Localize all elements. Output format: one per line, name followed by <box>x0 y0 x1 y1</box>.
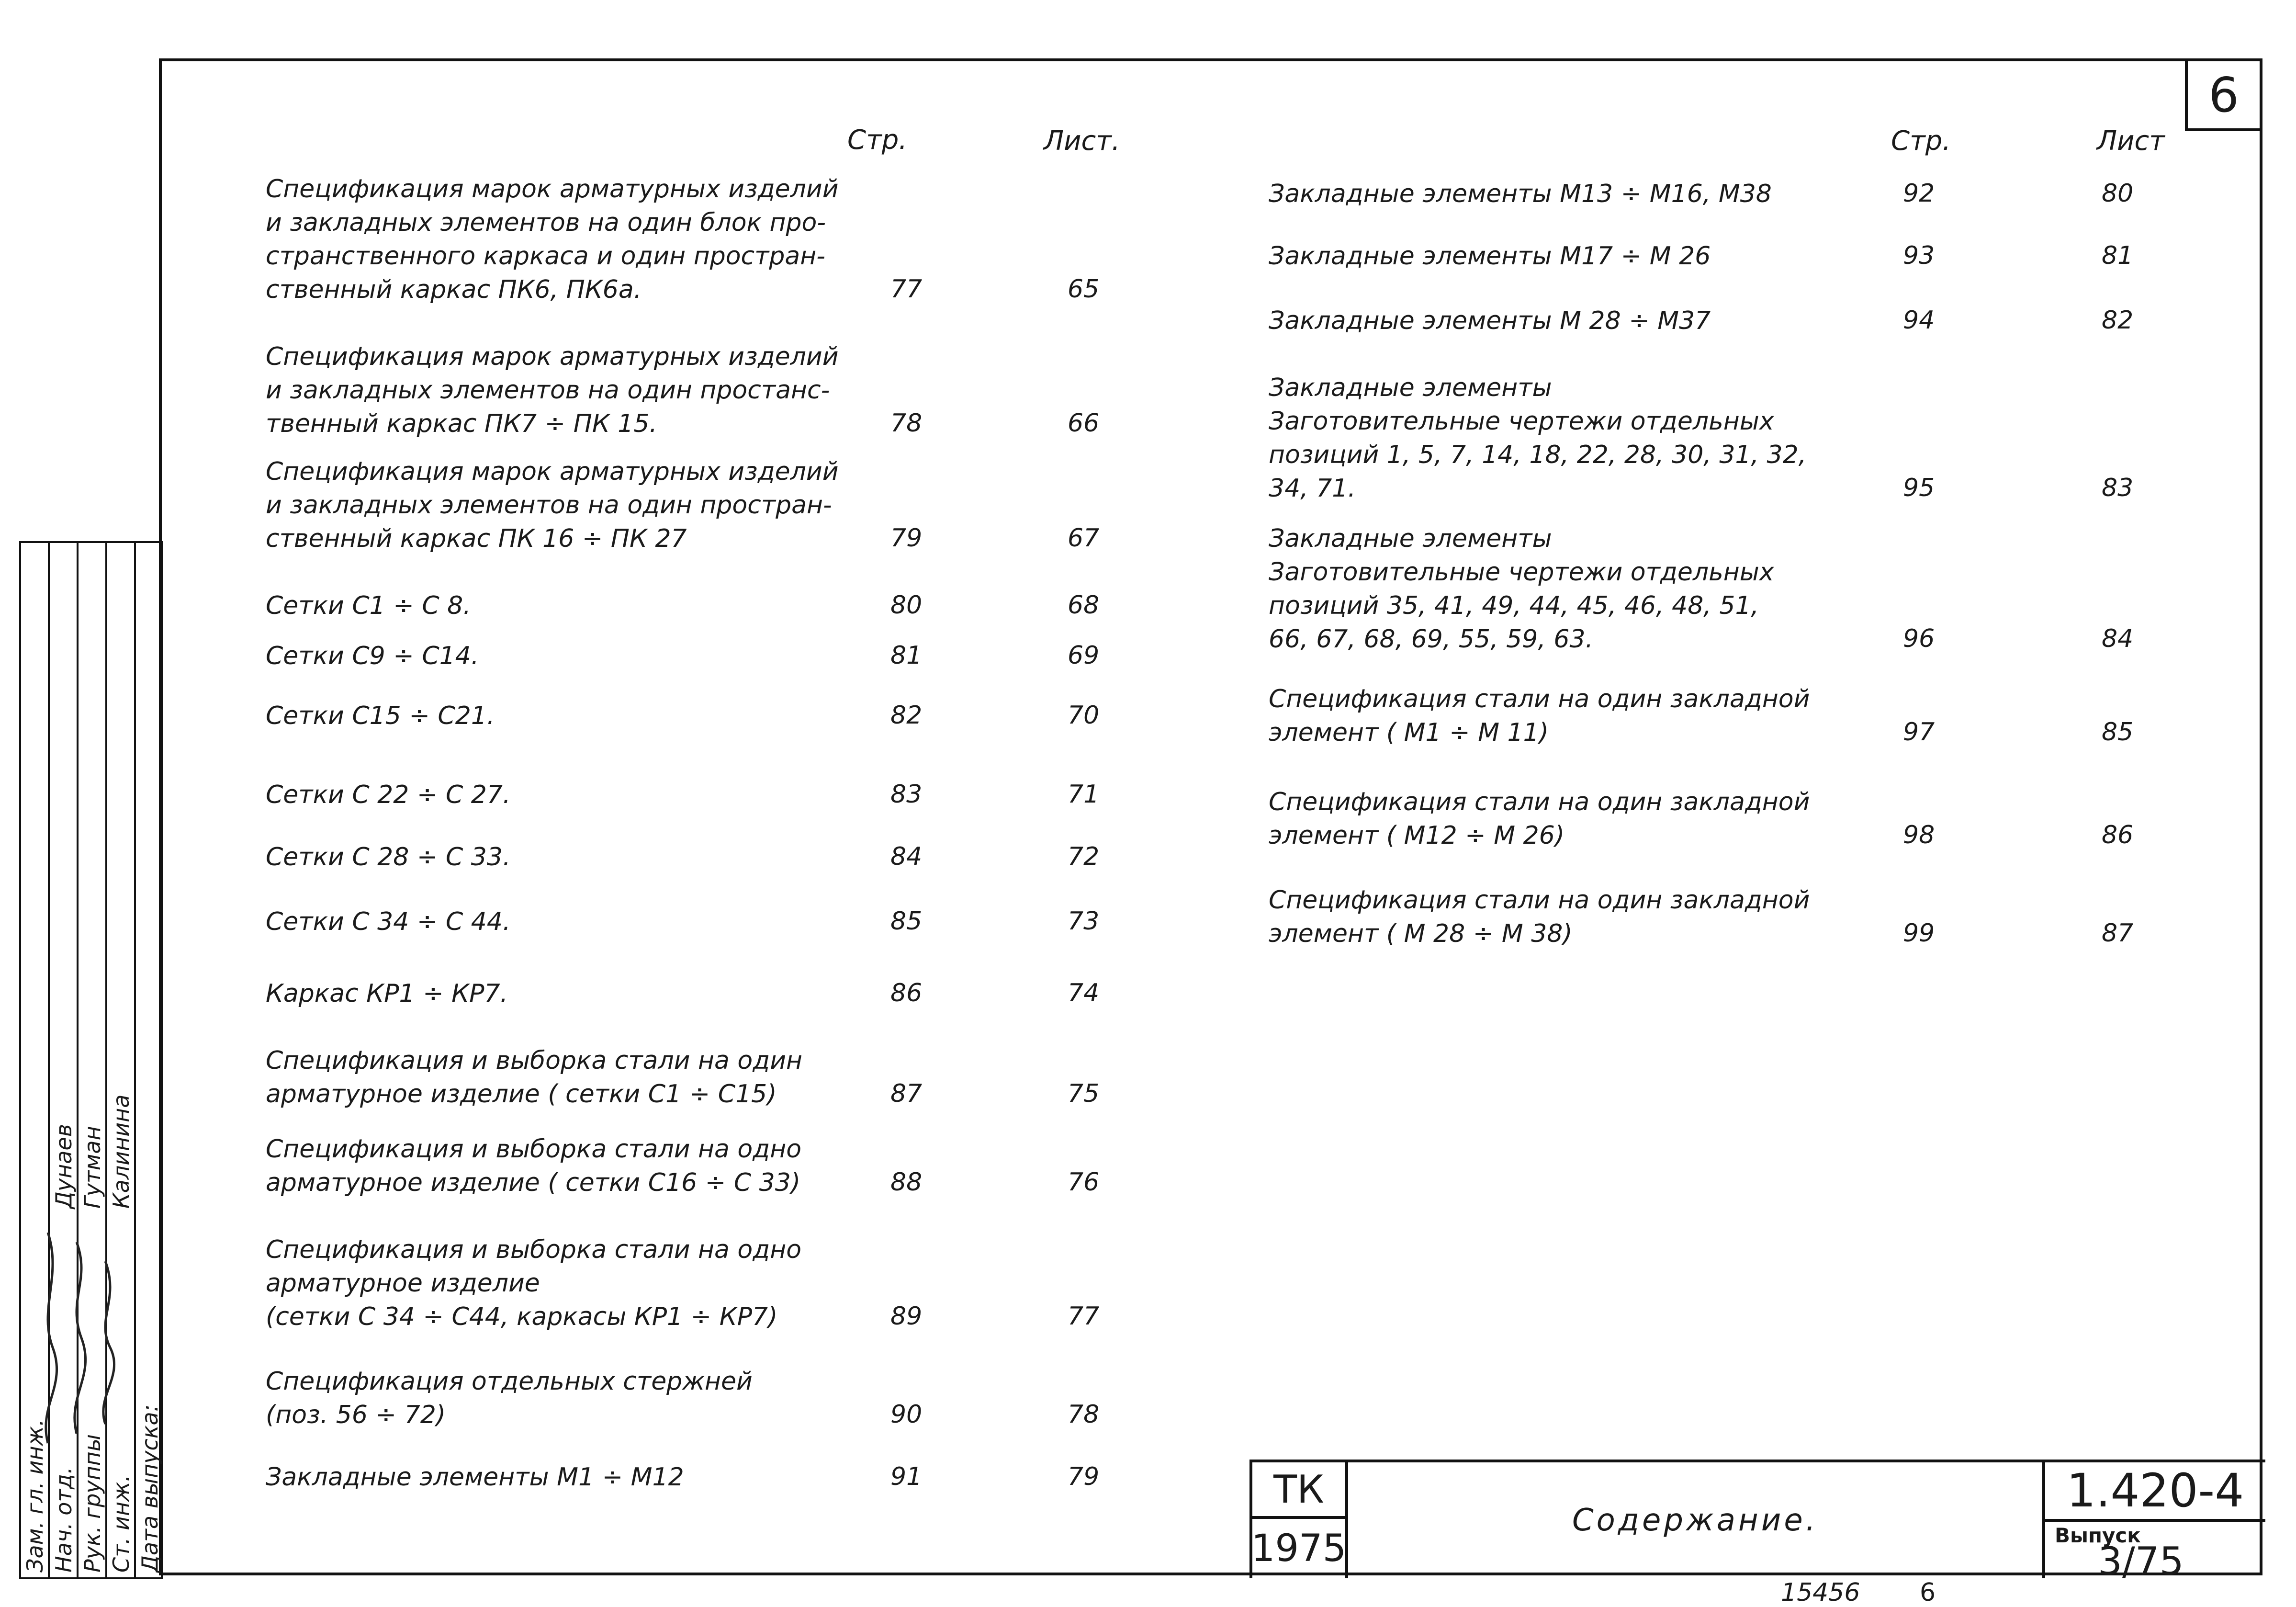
left-entry <box>266 1365 753 1432</box>
right-header-page: Стр. <box>1891 125 1951 157</box>
left-entry-page: 79 <box>890 524 923 553</box>
left-entry-page: 83 <box>890 780 923 809</box>
left-entry-sheet: 68 <box>1068 591 1100 620</box>
document-title: Содержание. <box>1572 1503 1819 1538</box>
page-number: 6 <box>1920 1578 1936 1607</box>
left-entry <box>266 840 511 874</box>
right-entry-text: Закладные элементы М13 ÷ М16, М38 <box>1269 180 1772 208</box>
left-entry-page: 88 <box>890 1168 923 1197</box>
left-entry <box>266 455 838 555</box>
right-entry-text: элемент ( М12 ÷ М 26) <box>1269 821 1565 850</box>
left-entry-page: 77 <box>890 275 923 304</box>
left-entry-page: 90 <box>890 1400 923 1429</box>
right-entry-text: Спецификация стали на один закладной <box>1269 685 1810 713</box>
left-entry-text: арматурное изделие ( сетки С1 ÷ С15) <box>266 1080 777 1109</box>
left-entry <box>266 639 479 673</box>
right-entry-page: 99 <box>1903 919 1935 948</box>
right-entry <box>1269 371 1806 505</box>
left-entry-sheet: 71 <box>1068 780 1100 809</box>
stamp-row-2: Рук. группы <box>79 1434 105 1573</box>
stamp-name-1: Дунаев <box>51 1124 77 1209</box>
left-entry <box>266 340 838 441</box>
left-entry-sheet: 69 <box>1068 641 1100 670</box>
right-entry-sheet: 80 <box>2102 179 2134 208</box>
left-entry-text: и закладных элементов на один блок про- <box>266 208 826 237</box>
right-entry-text: элемент ( М 28 ÷ М 38) <box>1269 919 1573 948</box>
left-entry-sheet: 67 <box>1068 524 1100 553</box>
right-entry-page: 96 <box>1903 624 1935 653</box>
left-entry-sheet: 72 <box>1068 842 1100 871</box>
left-entry-page: 80 <box>890 591 923 620</box>
right-entry-text: Закладные элементы М17 ÷ М 26 <box>1269 242 1711 271</box>
left-entry-sheet: 76 <box>1068 1168 1100 1197</box>
right-entry-sheet: 85 <box>2102 718 2134 747</box>
left-entry <box>266 778 511 812</box>
left-entry-page: 91 <box>890 1462 923 1491</box>
left-entry-sheet: 65 <box>1068 275 1100 304</box>
left-entry-page: 81 <box>890 641 923 670</box>
right-entry-text: позиций 1, 5, 7, 14, 18, 22, 28, 30, 31, 32, <box>1269 441 1807 469</box>
stamp-row-4: Дата выпуска: <box>137 1404 163 1573</box>
left-entry <box>266 172 838 306</box>
right-entry <box>1269 177 1772 211</box>
right-entry-sheet: 84 <box>2102 624 2134 653</box>
right-entry-text: Заготовительные чертежи отдельных <box>1269 407 1774 436</box>
left-entry <box>266 1044 802 1111</box>
org-label: ТК <box>1273 1467 1324 1512</box>
left-entry-page: 82 <box>890 701 923 730</box>
stamp-top-label: Зам. гл. инж. <box>22 1419 48 1573</box>
right-entry-sheet: 82 <box>2102 306 2134 335</box>
left-entry-text: Спецификация марок арматурных изделий <box>266 342 839 371</box>
left-entry-text: Сетки С 22 ÷ С 27. <box>266 781 511 809</box>
series-cell <box>2042 1462 2265 1522</box>
right-entry-text: Закладные элементы М 28 ÷ М37 <box>1269 306 1711 335</box>
right-entry-text: 34, 71. <box>1269 474 1356 503</box>
issue-value: 3/75 <box>2098 1539 2184 1584</box>
org-cell <box>1252 1462 1348 1519</box>
left-entry-sheet: 73 <box>1068 907 1100 936</box>
series-number: 1.420-4 <box>2066 1464 2244 1517</box>
left-entry-text: (поз. 56 ÷ 72) <box>266 1401 446 1429</box>
left-entry-text: и закладных элементов на один простанс- <box>266 376 830 405</box>
left-entry-page: 84 <box>890 842 923 871</box>
left-entry <box>266 589 471 622</box>
left-header-sheet: Лист. <box>1044 125 1120 157</box>
left-entry-page: 86 <box>890 979 923 1007</box>
left-entry-text: Спецификация отдельных стержней <box>266 1367 753 1396</box>
right-entry <box>1269 304 1711 338</box>
left-entry-text: ственный каркас ПК 16 ÷ ПК 27 <box>266 524 687 553</box>
stamp-row-3: Ст. инж. <box>108 1474 134 1573</box>
left-entry-page: 89 <box>890 1302 923 1331</box>
left-entry <box>266 1460 684 1494</box>
right-entry-text: Спецификация стали на один закладной <box>1269 788 1810 816</box>
left-entry-text: твенный каркас ПК7 ÷ ПК 15. <box>266 409 657 438</box>
left-entry-text: Сетки С1 ÷ С 8. <box>266 591 471 620</box>
year-label: 1975 <box>1251 1527 1347 1570</box>
left-entry-text: арматурное изделие ( сетки С16 ÷ С 33) <box>266 1168 801 1197</box>
sheet-number: 6 <box>2208 67 2239 123</box>
issue-label: Выпуск <box>2055 1524 2141 1547</box>
left-entry-text: Сетки С 34 ÷ С 44. <box>266 907 511 936</box>
approval-stamp <box>19 541 163 1579</box>
left-entry-text: Спецификация марок арматурных изделий <box>266 457 839 486</box>
right-entry-sheet: 83 <box>2102 474 2134 502</box>
issue-cell <box>2042 1522 2265 1584</box>
sheet-number-box <box>2185 61 2260 131</box>
left-entry-page: 87 <box>890 1079 923 1108</box>
year-cell <box>1252 1519 1348 1578</box>
left-entry <box>266 1132 801 1200</box>
left-entry-text: Сетки С9 ÷ С14. <box>266 642 479 670</box>
right-entry-page: 92 <box>1903 179 1935 208</box>
doc-number: 15456 <box>1781 1578 1860 1607</box>
right-entry-text: Закладные элементы <box>1269 524 1552 553</box>
right-entry-text: Спецификация стали на один закладной <box>1269 886 1810 915</box>
right-entry-page: 93 <box>1903 241 1935 270</box>
left-entry-text: странственного каркаса и один простран- <box>266 242 826 271</box>
title-block <box>1249 1460 2265 1584</box>
left-entry-sheet: 77 <box>1068 1302 1100 1331</box>
left-entry-text: Закладные элементы М1 ÷ М12 <box>266 1463 684 1492</box>
left-entry <box>266 699 495 733</box>
left-entry-sheet: 75 <box>1068 1079 1100 1108</box>
left-entry-text: ственный каркас ПК6, ПК6а. <box>266 275 642 304</box>
stamp-row-1: Нач. отд. <box>51 1467 77 1573</box>
right-entry-text: Закладные элементы <box>1269 373 1552 402</box>
stamp-name-2: Гутман <box>79 1126 105 1209</box>
left-entry-sheet: 74 <box>1068 979 1100 1007</box>
left-entry-page: 78 <box>890 409 923 438</box>
right-entry-page: 98 <box>1903 821 1935 849</box>
right-entry-text: Заготовительные чертежи отдельных <box>1269 558 1774 587</box>
left-entry-text: Спецификация и выборка стали на одно <box>266 1135 802 1164</box>
right-entry <box>1269 682 1810 749</box>
right-entry-text: 66, 67, 68, 69, 55, 59, 63. <box>1269 625 1594 654</box>
left-entry-sheet: 78 <box>1068 1400 1100 1429</box>
left-entry <box>266 905 511 939</box>
right-entry-sheet: 81 <box>2102 241 2134 270</box>
left-entry-text: арматурное изделие <box>266 1269 540 1298</box>
right-header-sheet: Лист <box>2097 125 2165 157</box>
left-entry-text: Спецификация и выборка стали на одно <box>266 1235 802 1264</box>
title-cell <box>1348 1462 2042 1578</box>
left-entry-text: Каркас КР1 ÷ КР7. <box>266 979 508 1008</box>
left-entry-sheet: 66 <box>1068 409 1100 438</box>
left-entry-text: и закладных элементов на один простран- <box>266 491 832 520</box>
right-entry-sheet: 87 <box>2102 919 2134 948</box>
right-entry <box>1269 883 1810 951</box>
right-entry <box>1269 239 1711 273</box>
left-entry-page: 85 <box>890 907 923 936</box>
left-header-page: Стр. <box>847 124 908 156</box>
right-entry-page: 97 <box>1903 718 1935 747</box>
right-entry-sheet: 86 <box>2102 821 2134 849</box>
right-entry <box>1269 785 1810 852</box>
left-entry <box>266 1233 801 1334</box>
signature-marks <box>29 1204 153 1453</box>
left-entry-text: Сетки С15 ÷ С21. <box>266 702 495 730</box>
stamp-name-3: Калинина <box>108 1094 134 1209</box>
right-entry-text: позиций 35, 41, 49, 44, 45, 46, 48, 51, <box>1269 591 1759 620</box>
right-entry-page: 95 <box>1903 474 1935 502</box>
left-entry-text: (сетки С 34 ÷ С44, каркасы КР1 ÷ КР7) <box>266 1302 778 1331</box>
right-entry <box>1269 522 1774 656</box>
left-entry-sheet: 70 <box>1068 701 1100 730</box>
left-entry-sheet: 79 <box>1068 1462 1100 1491</box>
right-entry-page: 94 <box>1903 306 1935 335</box>
left-entry-text: Спецификация марок арматурных изделий <box>266 175 839 204</box>
left-entry-text: Сетки С 28 ÷ С 33. <box>266 843 511 871</box>
right-entry-text: элемент ( М1 ÷ М 11) <box>1269 718 1549 747</box>
left-entry <box>266 977 508 1010</box>
left-entry-text: Спецификация и выборка стали на один <box>266 1046 802 1075</box>
